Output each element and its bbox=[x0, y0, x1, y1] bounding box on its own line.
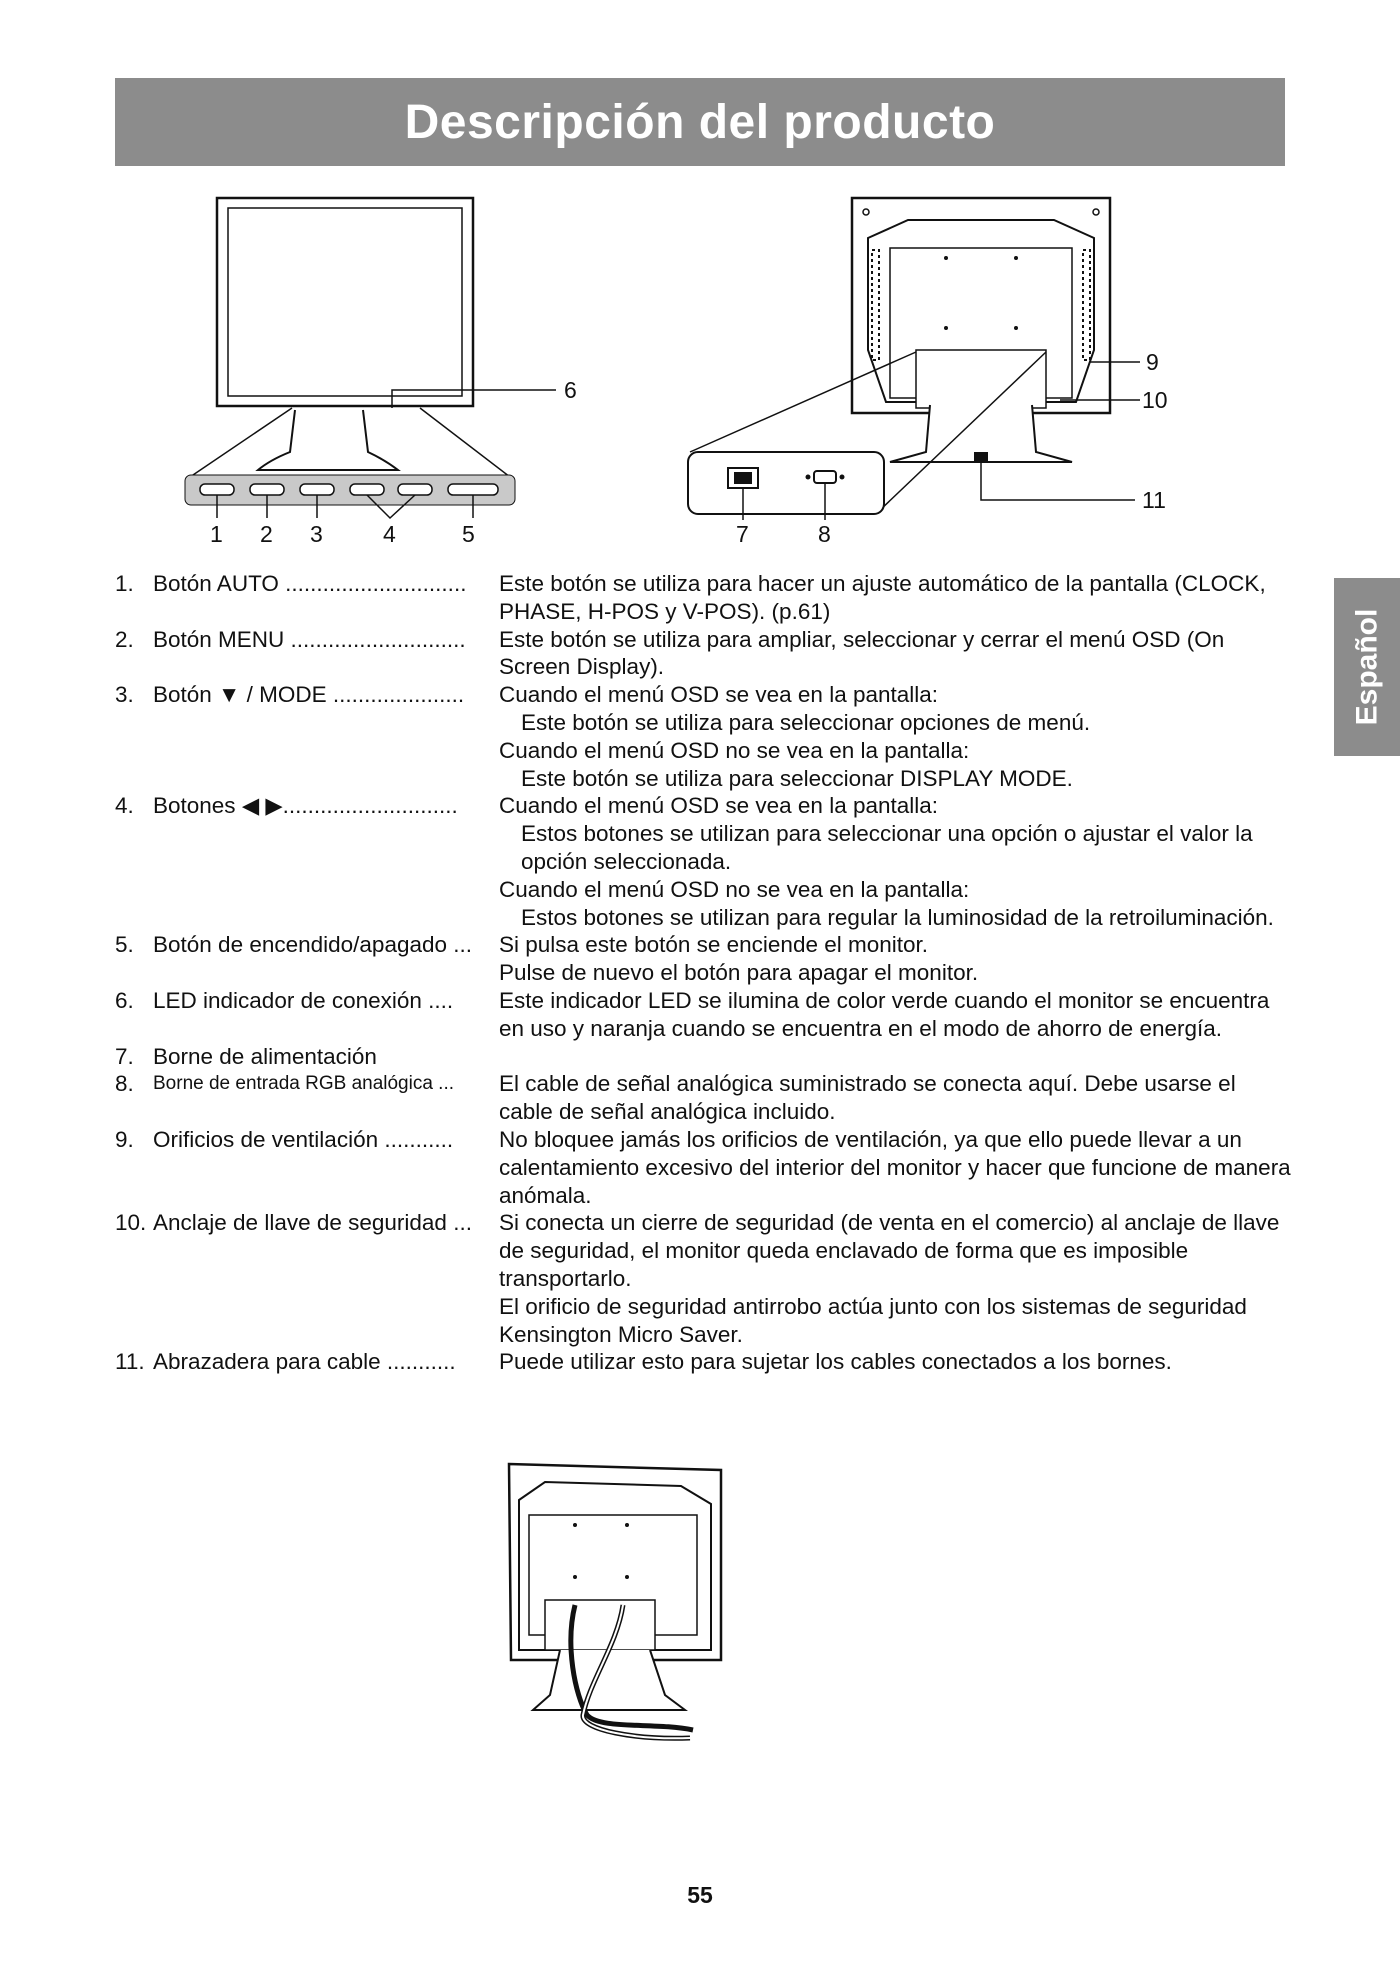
rgb-screw-right bbox=[840, 475, 845, 480]
page-number: 55 bbox=[687, 1882, 713, 1908]
list-item bbox=[115, 792, 1295, 931]
item-description bbox=[499, 1348, 1295, 1376]
button-power bbox=[448, 484, 498, 495]
item-label: Botones ◀ ▶............................ bbox=[153, 793, 458, 819]
item-label: Botón AUTO ............................. bbox=[153, 571, 467, 596]
description-line: Cuando el menú OSD se vea en la pantalla: bbox=[499, 793, 939, 819]
description-line: Si pulsa este botón se enciende el monitor. bbox=[499, 932, 929, 958]
callout-6: 6 bbox=[564, 377, 577, 403]
front-screen bbox=[228, 208, 462, 396]
language-tab bbox=[1334, 578, 1400, 756]
description-line: No bloquee jamás los orificios de ventilación, ya que ello puede llevar a un calentamiento excesivo del interior del monitor y hacer que funcione de manera anómala. bbox=[499, 1126, 1291, 1208]
cable-vesa-1 bbox=[573, 1523, 577, 1527]
description-line: Este botón se utiliza para ampliar, seleccionar y cerrar el menú OSD (On Screen Display). bbox=[499, 626, 1225, 680]
vesa-hole-4 bbox=[1014, 326, 1018, 330]
item-description bbox=[499, 681, 1295, 792]
item-description bbox=[499, 792, 1295, 931]
item-number: 4. bbox=[115, 793, 134, 819]
parts-description-list bbox=[115, 570, 1295, 1376]
item-number: 1. bbox=[115, 571, 134, 596]
item-number: 9. bbox=[115, 1126, 134, 1152]
item-label: LED indicador de conexión .... bbox=[153, 987, 454, 1013]
item-number: 2. bbox=[115, 626, 134, 652]
description-line: Este botón se utiliza para seleccionar opciones de menú. bbox=[521, 709, 1091, 735]
item-number: 5. bbox=[115, 932, 134, 958]
language-tab-label: Español bbox=[1350, 608, 1384, 726]
item-description bbox=[499, 987, 1295, 1043]
cable-vesa-3 bbox=[573, 1575, 577, 1579]
button-auto bbox=[200, 484, 234, 495]
description-line: Pulse de nuevo el botón para apagar el monitor. bbox=[499, 960, 979, 986]
item-label: Botón de encendido/apagado ... bbox=[153, 932, 473, 958]
list-item bbox=[115, 1070, 1295, 1126]
rgb-terminal bbox=[814, 471, 836, 483]
list-item bbox=[115, 1126, 1295, 1209]
item-label: Borne de alimentación bbox=[153, 1043, 377, 1069]
description-line: El cable de señal analógica suministrado se conecta aquí. Debe usarse el cable de señal analógica incluido. bbox=[499, 1071, 1236, 1125]
description-line: Este botón se utiliza para hacer un ajuste automático de la pantalla (CLOCK, PHASE, H-POS y V-POS). (p.61) bbox=[499, 571, 1266, 624]
list-item bbox=[115, 1209, 1295, 1348]
item-number: 11. bbox=[115, 1349, 145, 1375]
monitor-front-figure bbox=[180, 190, 580, 550]
callout-7: 7 bbox=[736, 521, 749, 547]
callout-1: 1 bbox=[210, 521, 223, 547]
list-item bbox=[115, 681, 1295, 792]
leader-11 bbox=[981, 462, 1135, 500]
description-line: Cuando el menú OSD no se vea en la pantalla: bbox=[499, 876, 970, 902]
list-item bbox=[115, 570, 1295, 626]
item-label: Orificios de ventilación ........... bbox=[153, 1126, 454, 1152]
description-line: Cuando el menú OSD se vea en la pantalla: bbox=[499, 682, 939, 708]
description-line: Este indicador LED se ilumina de color verde cuando el monitor se encuentra en uso y naranja cuando se encuentra en el modo de ahorro de energía. bbox=[499, 987, 1270, 1041]
connector-closeup bbox=[688, 452, 884, 514]
connector-bay bbox=[916, 350, 1046, 408]
item-description bbox=[499, 931, 1295, 987]
item-description bbox=[499, 1043, 1295, 1071]
power-terminal-inner bbox=[734, 472, 752, 484]
vesa-hole-2 bbox=[1014, 256, 1018, 260]
item-number: 3. bbox=[115, 682, 134, 708]
button-left bbox=[350, 484, 384, 495]
item-description bbox=[499, 1209, 1295, 1348]
vesa-hole-1 bbox=[944, 256, 948, 260]
item-description bbox=[499, 626, 1295, 682]
item-number: 8. bbox=[115, 1071, 134, 1097]
zoom-line-right bbox=[420, 408, 510, 477]
description-line: Este botón se utiliza para seleccionar DISPLAY MODE. bbox=[521, 765, 1073, 791]
monitor-cable-figure bbox=[505, 1460, 725, 1745]
vesa-hole-3 bbox=[944, 326, 948, 330]
description-line: Puede utilizar esto para sujetar los cables conectados a los bornes. bbox=[499, 1349, 1172, 1375]
callout-10: 10 bbox=[1142, 387, 1168, 413]
description-line: Estos botones se utilizan para regular la luminosidad de la retroiluminación. bbox=[521, 904, 1274, 930]
callout-3: 3 bbox=[310, 521, 323, 547]
callout-8: 8 bbox=[818, 521, 831, 547]
item-label: Botón ▼ / MODE ..................... bbox=[153, 682, 465, 708]
description-line: Cuando el menú OSD no se vea en la pantalla: bbox=[499, 737, 970, 763]
title-bar bbox=[115, 78, 1285, 166]
callout-5: 5 bbox=[462, 521, 475, 547]
callout-4: 4 bbox=[383, 521, 396, 547]
list-item bbox=[115, 1043, 1295, 1071]
button-right bbox=[398, 484, 432, 495]
list-item bbox=[115, 626, 1295, 682]
description-line: El orificio de seguridad antirrobo actúa junto con los sistemas de seguridad Kensington Micro Saver. bbox=[499, 1293, 1247, 1347]
callout-9: 9 bbox=[1146, 349, 1159, 375]
list-item bbox=[115, 931, 1295, 987]
button-mode bbox=[300, 484, 334, 495]
callout-2: 2 bbox=[260, 521, 273, 547]
item-label: Abrazadera para cable ........... bbox=[153, 1349, 456, 1375]
item-label: Botón MENU ............................ bbox=[153, 626, 466, 652]
item-description bbox=[499, 1070, 1295, 1126]
item-description bbox=[499, 570, 1295, 626]
item-number: 6. bbox=[115, 987, 134, 1013]
cable-connector-bay bbox=[545, 1600, 655, 1650]
item-label: Anclaje de llave de seguridad ... bbox=[153, 1210, 472, 1236]
cable-vesa-2 bbox=[625, 1523, 629, 1527]
list-item bbox=[115, 987, 1295, 1043]
cable-vesa-4 bbox=[625, 1575, 629, 1579]
button-menu bbox=[250, 484, 284, 495]
callout-11: 11 bbox=[1142, 487, 1166, 513]
item-number: 7. bbox=[115, 1043, 134, 1069]
front-stand bbox=[258, 410, 398, 470]
description-line: Estos botones se utilizan para seleccionar una opción o ajustar el valor la opción seleccionada. bbox=[521, 821, 1253, 874]
item-label: Borne de entrada RGB analógica ... bbox=[153, 1073, 455, 1095]
description-line: Si conecta un cierre de seguridad (de venta en el comercio) al anclaje de llave de seguridad, el monitor queda enclavado de forma que es imposible transportarlo. bbox=[499, 1210, 1280, 1291]
item-description bbox=[499, 1126, 1295, 1209]
page-title: Descripción del producto bbox=[404, 95, 996, 149]
list-item bbox=[115, 1348, 1295, 1376]
cable-clamp bbox=[974, 452, 988, 462]
rgb-screw-left bbox=[806, 475, 811, 480]
monitor-rear-figure bbox=[680, 190, 1180, 550]
item-number: 10. bbox=[115, 1210, 147, 1236]
